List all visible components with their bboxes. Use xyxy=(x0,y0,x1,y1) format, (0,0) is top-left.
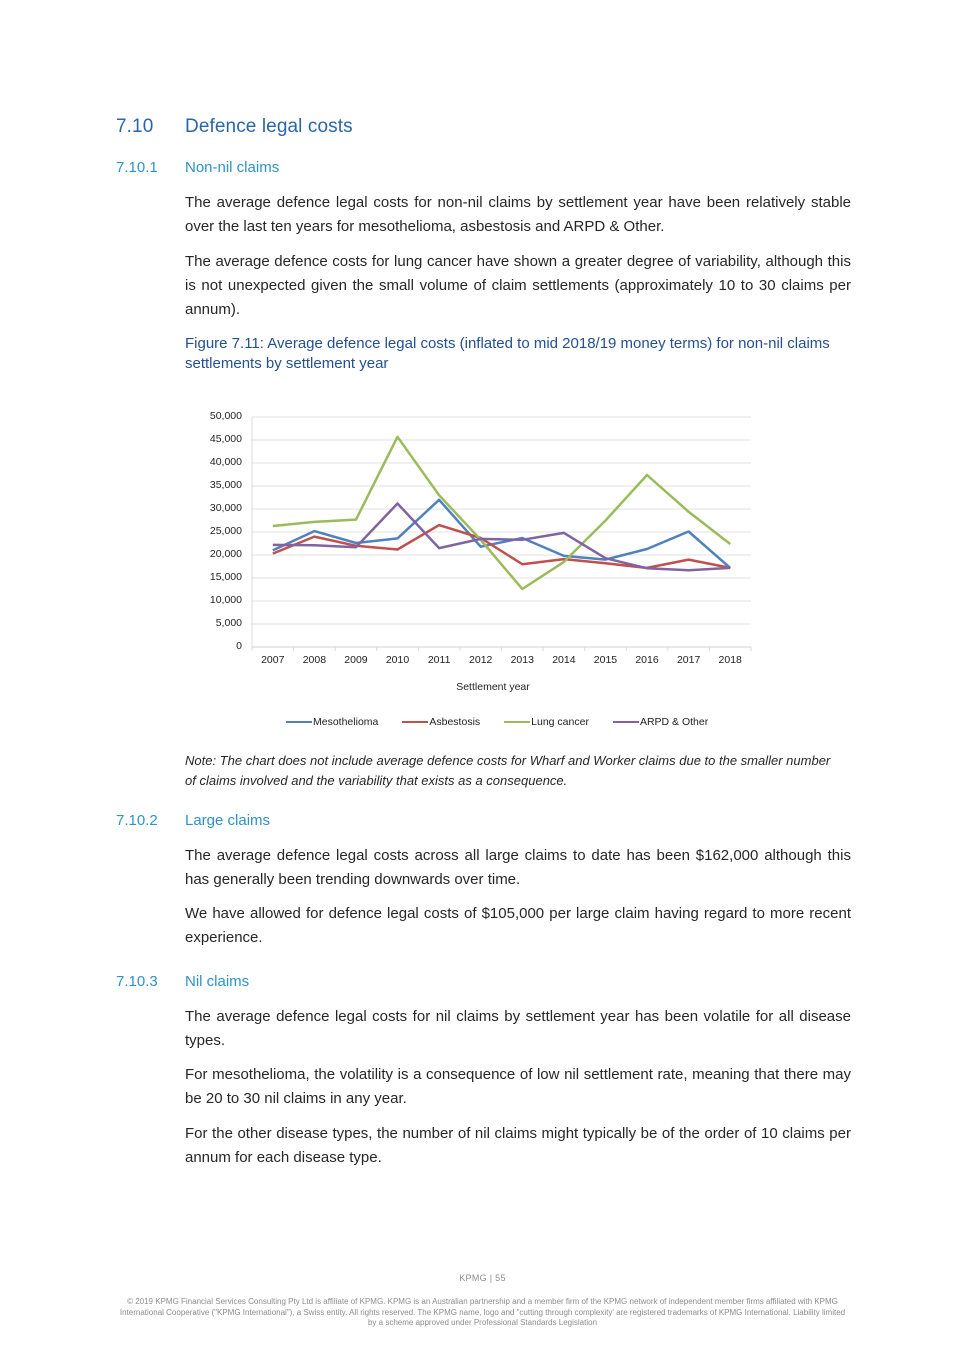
legend-label: Asbestosis xyxy=(429,715,481,728)
legend-swatch-icon xyxy=(504,721,530,724)
subsection-heading-nil-claims xyxy=(116,973,249,990)
x-tick-label: 2017 xyxy=(676,654,701,666)
paragraph: For mesothelioma, the volatility is a consequence of low nil settlement rate, meaning that there may be 20 to 30 nil claims in any year. xyxy=(185,1066,851,1107)
x-tick-label: 2012 xyxy=(469,654,493,666)
x-tick-label: 2014 xyxy=(552,654,576,666)
legal-disclaimer: © 2019 KPMG Financial Services Consulting Pty Ltd is affiliate of KPMG. KPMG is an Australian partnership and a member firm of the KPMG network of independent member firms affiliated with KPMG International Cooperative ("KPMG International"), a Swiss entity. All rights reserved. The KPMG name, logo and "cutting through complexity' are registered trademarks of KPMG International. Liability limited by a scheme approved under Professional Standards Legislation xyxy=(119,1297,846,1327)
subsection-heading-non-nil xyxy=(116,159,279,176)
paragraph: The average defence costs for lung cancer have shown a greater degree of variability, although this is not unexpected given the small volume of claim settlements (approximately 10 to 30 claims per annum). xyxy=(185,253,851,318)
y-tick-label: 50,000 xyxy=(209,410,242,422)
legend-item xyxy=(402,716,480,728)
subsection-title: Large claims xyxy=(185,812,271,829)
x-tick-label: 2018 xyxy=(718,654,742,666)
y-tick-label: 10,000 xyxy=(209,594,242,606)
paragraph: The average defence legal costs across all large claims to date has been $162,000 although this has generally been trending downwards over time. xyxy=(185,847,851,888)
paragraph: For the other disease types, the number of nil claims might typically be of the order of 10 claims per annum for each disease type. xyxy=(185,1125,851,1166)
x-tick-label: 2015 xyxy=(593,654,618,666)
subsection-heading-large-claims xyxy=(116,812,270,829)
x-tick-label: 2016 xyxy=(635,654,659,666)
legend-label: Lung cancer xyxy=(531,715,589,728)
y-tick-label: 20,000 xyxy=(209,548,242,560)
y-tick-label: 15,000 xyxy=(209,571,242,583)
x-tick-label: 2011 xyxy=(427,654,451,666)
y-tick-label: 40,000 xyxy=(209,456,242,468)
x-tick-label: 2008 xyxy=(302,654,327,666)
x-tick-label: 2013 xyxy=(510,654,534,666)
line-chart xyxy=(190,400,770,740)
figure-note: Note: The chart does not include average defence costs for Wharf and Worker claims due to the smaller number of claims involved and the variability that exists as a consequence. xyxy=(185,753,831,788)
x-tick-label: 2009 xyxy=(344,654,368,666)
y-tick-label: 35,000 xyxy=(209,479,242,491)
page-number: KPMG | 55 xyxy=(459,1273,506,1283)
paragraph: We have allowed for defence legal costs of $105,000 per large claim having regard to more recent experience. xyxy=(185,905,851,946)
subsection-number: 7.10.2 xyxy=(116,812,158,829)
paragraph: The average defence legal costs for nil claims by settlement year has been volatile for all disease types. xyxy=(185,1008,851,1049)
x-tick-label: 2010 xyxy=(385,654,410,666)
y-tick-label: 0 xyxy=(236,640,242,652)
series-line-arpd-other xyxy=(273,504,730,571)
y-tick-label: 45,000 xyxy=(209,433,242,445)
legend-swatch-icon xyxy=(286,721,312,724)
chart-legend xyxy=(286,710,746,728)
y-tick-label: 30,000 xyxy=(209,502,242,514)
y-tick-label: 5,000 xyxy=(215,617,242,629)
paragraph: The average defence legal costs for non-nil claims by settlement year have been relatively stable over the last ten years for mesothelioma, asbestosis and ARPD & Other. xyxy=(185,194,851,235)
legend-swatch-icon xyxy=(402,721,428,724)
legend-item xyxy=(286,716,378,728)
section-number: 7.10 xyxy=(116,116,154,137)
x-axis-title: Settlement year xyxy=(456,681,530,693)
series-line-mesothelioma xyxy=(273,500,730,568)
legend-label: Mesothelioma xyxy=(313,715,379,728)
subsection-title: Nil claims xyxy=(185,973,250,990)
subsection-number: 7.10.1 xyxy=(116,159,158,176)
section-title: Defence legal costs xyxy=(185,116,353,137)
legend-swatch-icon xyxy=(613,721,639,724)
subsection-number: 7.10.3 xyxy=(116,973,158,990)
section-heading xyxy=(116,116,353,138)
y-tick-label: 25,000 xyxy=(209,525,242,537)
legend-item xyxy=(613,716,708,728)
legend-label: ARPD & Other xyxy=(639,715,709,728)
subsection-title: Non-nil claims xyxy=(185,159,280,176)
x-tick-label: 2007 xyxy=(261,654,285,666)
legend-item xyxy=(504,716,589,728)
figure-caption: Figure 7.11: Average defence legal costs (inflated to mid 2018/19 money terms) for non-nil claims settlements by settlement year xyxy=(185,335,830,372)
